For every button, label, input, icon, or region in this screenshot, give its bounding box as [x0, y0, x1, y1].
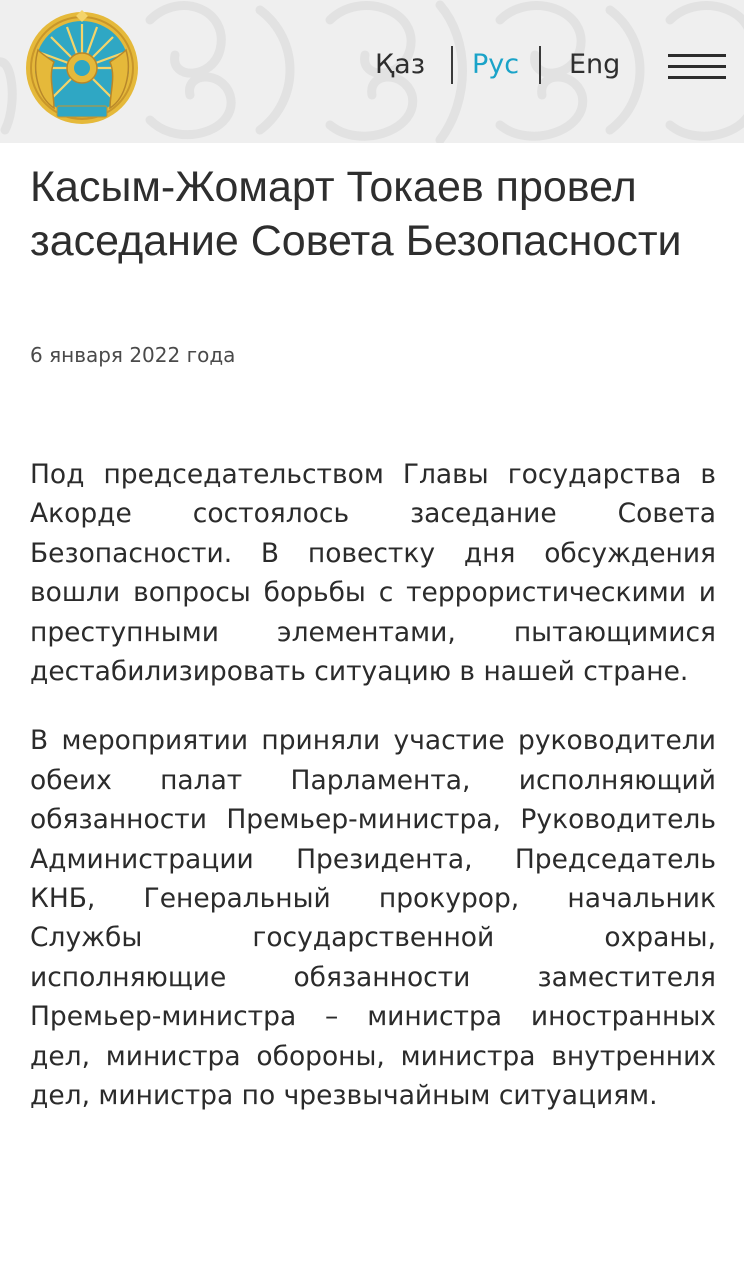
- article-paragraph: В мероприятии приняли участие руководители обеих палат Парламента, исполняющий обязанности Премьер-министра, Руководитель Администрации Президента, Председатель КНБ, Генеральный прокурор, начальник Службы государственной охраны, исполняющие обязанности заместителя Премьер-министра – министра иностранных дел, министра обороны, министра внутренних дел, министра по чрезвычайным ситуациям.: [30, 725, 716, 1112]
- lang-divider: [451, 46, 453, 84]
- article-body: [30, 455, 716, 1146]
- site-header: [0, 0, 744, 143]
- lang-kazakh-link[interactable]: Қаз: [375, 49, 426, 80]
- lang-russian-link[interactable]: Рус: [472, 49, 520, 80]
- hamburger-menu-icon[interactable]: [668, 52, 726, 82]
- lang-english-link[interactable]: Eng: [569, 49, 621, 80]
- article-date: 6 января 2022 года: [30, 343, 236, 367]
- article-paragraph: Под председательством Главы государства в Акорде состоялось заседание Совета Безопасности. В повестку дня обсуждения вошли вопросы борьбы с террористическими и преступными элементами, пытающимися дестабилизировать ситуацию в нашей стране.: [30, 459, 716, 688]
- article-title: Касым-Жомарт Токаев провел заседание Совета Безопасности: [30, 163, 682, 265]
- lang-divider: [539, 46, 541, 84]
- language-switcher: [0, 44, 744, 86]
